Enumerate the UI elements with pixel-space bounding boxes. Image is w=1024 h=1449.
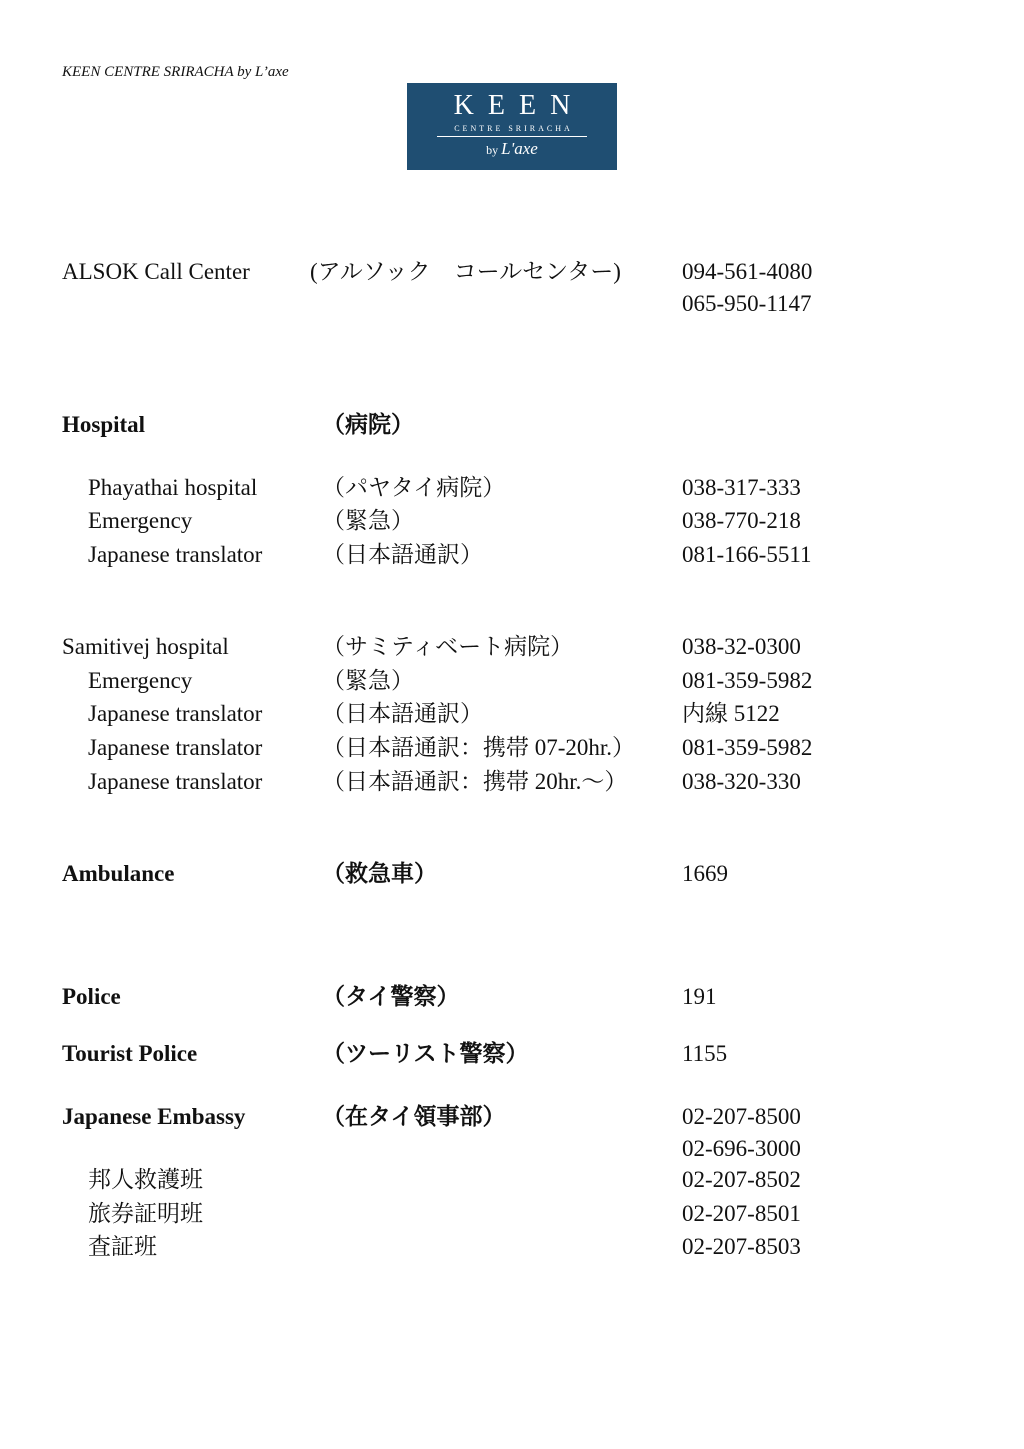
embassy-section-phone: 02-207-8501	[682, 1201, 801, 1226]
logo-by-line	[407, 139, 617, 160]
samitivej-jp: （サミティベート病院）	[322, 634, 574, 659]
ambulance-jp: （救急車）	[322, 861, 437, 886]
embassy-section-label: 邦人救護班	[88, 1167, 203, 1192]
phayathai-translator-row	[0, 539, 1024, 571]
embassy-row	[0, 1101, 1024, 1133]
embassy-section-phone: 02-207-8502	[682, 1167, 801, 1192]
embassy-section-row	[0, 1164, 1024, 1196]
embassy-section-phone: 02-207-8503	[682, 1234, 801, 1259]
phayathai-emergency-jp: （緊急）	[322, 508, 414, 533]
embassy-row-2	[0, 1133, 1024, 1165]
samitivej-name: Samitivej hospital	[62, 634, 229, 659]
phayathai-emergency-row	[0, 505, 1024, 537]
samitivej-translator-phone: 内線 5122	[682, 701, 780, 726]
embassy-phone-2: 02-696-3000	[682, 1136, 801, 1161]
logo-divider	[437, 136, 587, 137]
phayathai-translator-jp: （日本語通訳）	[322, 542, 483, 567]
phayathai-jp: （パヤタイ病院）	[322, 475, 506, 500]
phayathai-name: Phayathai hospital	[88, 475, 258, 500]
embassy-section-label: 旅券証明班	[88, 1201, 203, 1226]
samitivej-translator-jp: （日本語通訳：携帯 20hr.～）	[322, 769, 628, 794]
hospital-heading: Hospital	[62, 412, 146, 437]
samitivej-translator-label: Japanese translator	[88, 769, 263, 794]
embassy-label: Japanese Embassy	[62, 1104, 246, 1129]
samitivej-phone: 038-32-0300	[682, 634, 801, 659]
alsok-phone-2: 065-950-1147	[682, 291, 812, 316]
samitivej-translator-phone: 081-359-5982	[682, 735, 813, 760]
phayathai-row	[0, 472, 1024, 504]
samitivej-translator-jp: （日本語通訳）	[322, 701, 483, 726]
hospital-heading-jp: （病院）	[322, 412, 414, 437]
phayathai-emergency-phone: 038-770-218	[682, 508, 801, 533]
logo-by-text: by	[486, 143, 499, 157]
logo-brand-text: L'axe	[501, 139, 538, 158]
alsok-row-2	[0, 288, 1024, 320]
samitivej-row	[0, 631, 1024, 663]
tourist-police-jp: （ツーリスト警察）	[322, 1041, 529, 1066]
ambulance-label: Ambulance	[62, 861, 175, 886]
phayathai-phone: 038-317-333	[682, 475, 801, 500]
samitivej-emergency-jp: （緊急）	[322, 668, 414, 693]
alsok-jp: (アルソック コールセンター)	[310, 259, 621, 284]
alsok-row	[0, 256, 1024, 288]
embassy-jp: （在タイ領事部）	[322, 1104, 506, 1129]
keen-logo	[407, 83, 617, 170]
embassy-section-row	[0, 1198, 1024, 1230]
ambulance-phone: 1669	[682, 861, 728, 886]
alsok-name: ALSOK Call Center	[62, 259, 250, 284]
samitivej-translator-label: Japanese translator	[88, 735, 263, 760]
samitivej-emergency-label: Emergency	[88, 668, 193, 693]
samitivej-translator-row	[0, 766, 1024, 798]
police-phone: 191	[682, 984, 717, 1009]
samitivej-emergency-phone: 081-359-5982	[682, 668, 813, 693]
samitivej-translator-jp: （日本語通訳：携帯 07-20hr.）	[322, 735, 636, 760]
logo-main-text: KEEN	[453, 90, 585, 121]
tourist-police-phone: 1155	[682, 1041, 728, 1066]
ambulance-row	[0, 858, 1024, 890]
hospital-heading-row	[0, 409, 1024, 441]
phayathai-emergency-label: Emergency	[88, 508, 193, 533]
embassy-phone-1: 02-207-8500	[682, 1104, 801, 1129]
alsok-phone-1: 094-561-4080	[682, 259, 813, 284]
embassy-section-label: 査証班	[88, 1234, 157, 1259]
tourist-police-label: Tourist Police	[62, 1041, 198, 1066]
samitivej-translator-row	[0, 698, 1024, 730]
samitivej-translator-label: Japanese translator	[88, 701, 263, 726]
police-row	[0, 981, 1024, 1013]
samitivej-translator-phone: 038-320-330	[682, 769, 801, 794]
samitivej-emergency-row	[0, 665, 1024, 697]
embassy-section-row	[0, 1231, 1024, 1263]
police-jp: （タイ警察）	[322, 984, 460, 1009]
phayathai-translator-label: Japanese translator	[88, 542, 263, 567]
tourist-police-row	[0, 1038, 1024, 1070]
samitivej-translator-row	[0, 732, 1024, 764]
document-header: KEEN CENTRE SRIRACHA by L’axe	[62, 64, 289, 80]
logo-sub-text: CENTRE SRIRACHA	[454, 124, 573, 133]
police-label: Police	[62, 984, 121, 1009]
phayathai-translator-phone: 081-166-5511	[682, 542, 812, 567]
